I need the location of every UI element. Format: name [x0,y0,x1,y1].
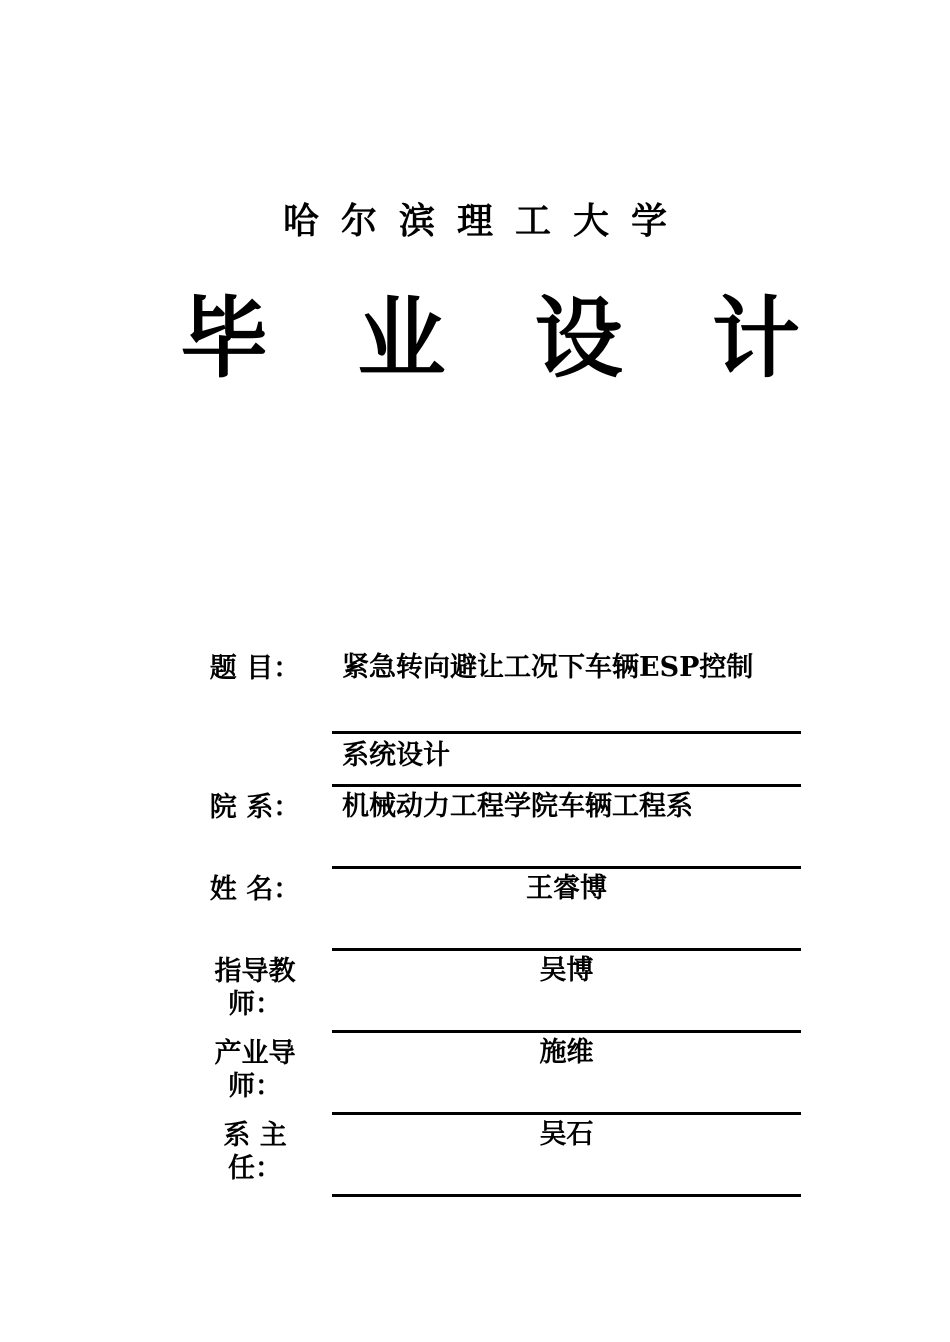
topic-row [200,648,800,734]
department-label: 院 系： [209,792,301,823]
advisor-label: 指导教师： [214,956,296,1020]
advisor-value: 吴博 [332,951,801,1033]
department-value: 机械动力工程学院车辆工程系 [332,787,801,869]
info-table [200,648,800,1197]
university-name: 哈尔滨理工大学 [282,200,689,242]
topic-row-continued [200,734,800,787]
department-row [200,787,800,869]
industry-mentor-value: 施维 [332,1033,801,1115]
title-char-3: 设 [534,286,623,390]
topic-value-line1: 紧急转向避让工况下车辆ESP控制 [332,648,801,734]
title-char-1: 毕 [180,286,269,390]
title-char-2: 业 [357,286,446,390]
student-name-value: 王睿博 [332,869,801,951]
topic-value-line2: 系统设计 [332,734,801,787]
topic-label: 题 目： [209,653,301,684]
department-head-value: 吴石 [332,1115,801,1197]
industry-mentor-row [200,1033,800,1115]
document-title [180,288,800,388]
title-char-4: 计 [711,286,800,390]
department-head-label: 系 主 任： [223,1120,287,1184]
student-name-label: 姓 名： [209,874,301,905]
department-head-row [200,1115,800,1197]
student-name-row [200,869,800,951]
advisor-row [200,951,800,1033]
industry-mentor-label: 产业导师： [214,1038,296,1102]
